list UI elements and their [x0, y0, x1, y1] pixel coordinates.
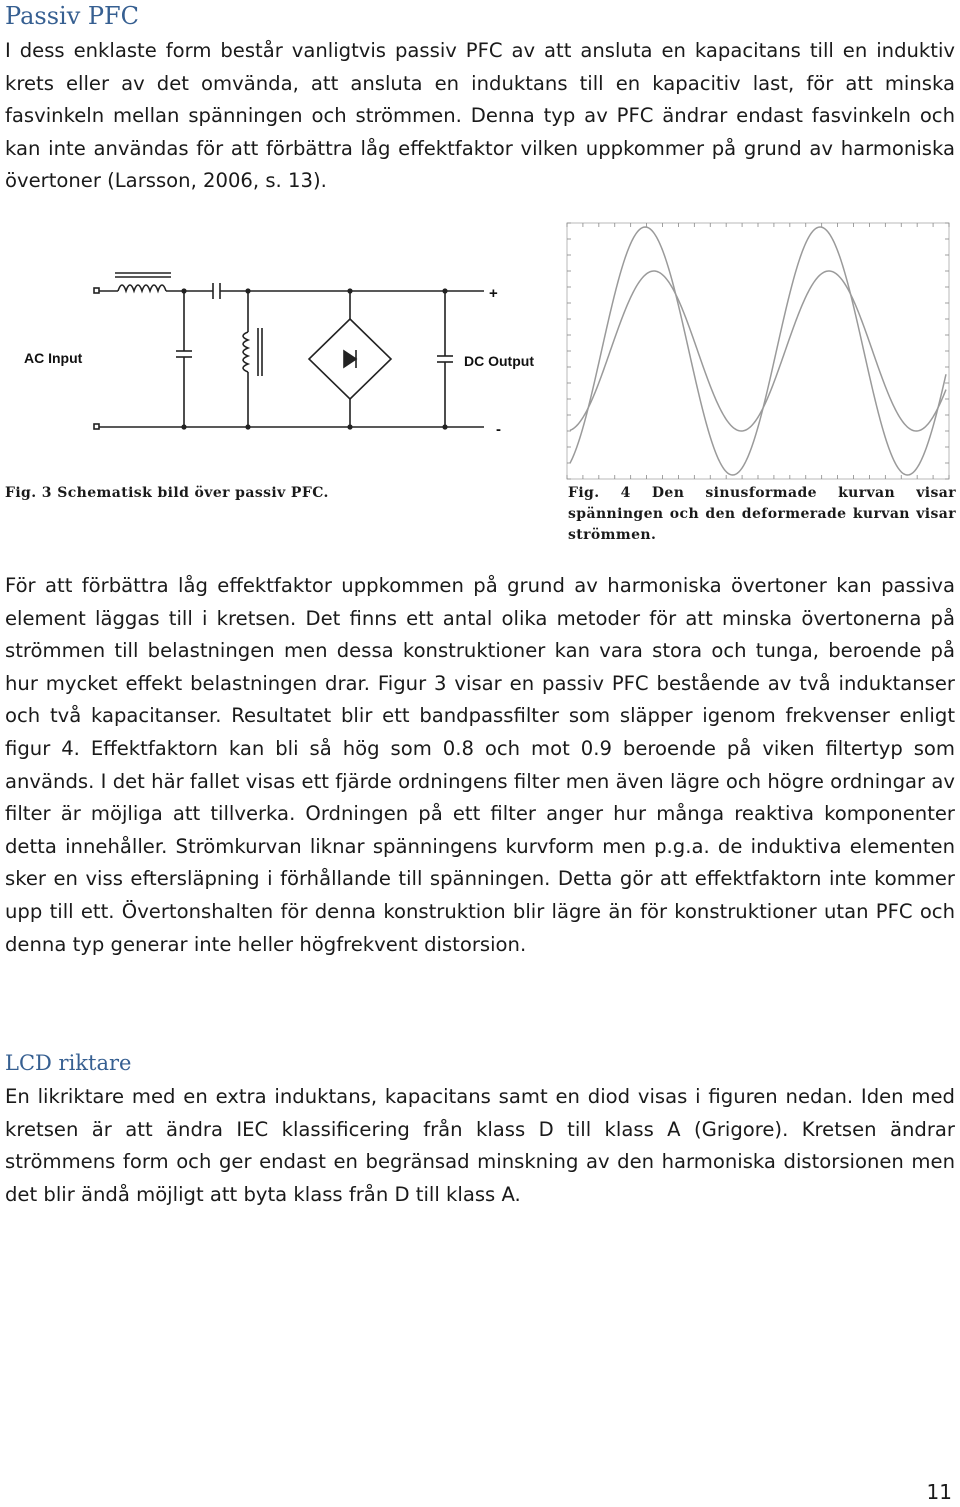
paragraph-passive-elements: För att förbättra låg effektfaktor uppkommen på grund av harmoniska övertoner kan passiva element läggas till i kretsen. Det finns ett antal olika metoder för att minska övertonerna på strömmen till belastningen men dessa konstruktioner kan vara stora och tunga, beroende på hur mycket effekt belastningen drar. Figur 3 visar en passiv PFC bestående av två induktanser och två kapacitanser. Resultatet blir ett bandpassfilter som släpper igenom frekvenser enligt figur 4. Effektfaktorn kan bli så hög som 0.8 och mot 0.9 beroende på viken filtertyp som används. I det här fallet visas ett fjärde ordningens filter men även lägre och högre ordningar av filter är möjliga att tillverka. Ordningen på ett filter anger hur många reaktiva komponenter detta innehåller. Strömkurvan liknar spänningens kurvform men p.g.a. de induktiva elementen sker en viss eftersläpning i förhållande till spänningen. Detta gör att effektfaktorn inte kommer upp till ett. Övertonshalten för denna konstruktion blir lägre än för konstruktioner utan PFC och denna typ generar inte heller högfrekvent distorsion.: [5, 574, 955, 956]
minus-label: -: [496, 421, 501, 438]
ac-input-terminal-bottom: [94, 424, 99, 429]
figure-3-caption: Fig. 3 Schematisk bild över passiv PFC.: [5, 485, 329, 501]
paragraph-lcd: En likriktare med en extra induktans, kapacitans samt en diod visas i figuren nedan. Iden med kretsen är att ändra IEC klassificering från klass D till klass A (Grigore). Kretsen ändrar strömmens form och ger endast en begränsad minskning av den harmoniska distorsionen men det blir ändå möjligt att byta klass från D till klass A.: [5, 1085, 955, 1206]
series-inductor: [118, 285, 166, 291]
ac-input-label: AC Input: [24, 350, 83, 366]
junction-dots: [181, 288, 447, 429]
figure-4-caption: Fig. 4 Den sinusformade kurvan visar spänningen och den deformerade kurvan visar strömmen.: [568, 485, 956, 543]
ac-input-terminal-top: [94, 288, 99, 293]
section-heading-lcd-riktare: LCD riktare: [5, 1051, 132, 1075]
plus-label: +: [489, 285, 498, 302]
shunt-inductor: [243, 332, 248, 372]
bridge-diode-symbol: [344, 351, 356, 367]
page-number: 11: [926, 1480, 952, 1504]
passive-pfc-schematic: [18, 262, 538, 442]
paragraph-intro: I dess enklaste form består vanligtvis passiv PFC av att ansluta en kapacitans till en induktiv krets eller av det omvända, att ansluta en induktans till en kapacitiv last, för att minska fasvinkeln mellan spänningen och strömmen. Denna typ av PFC ändrar endast fasvinkeln och kan inte användas för att förbättra låg effektfaktor vilken uppkommer på grund av harmoniska övertoner (Larsson, 2006, s. 13).: [5, 39, 955, 193]
dc-output-label: DC Output: [464, 353, 534, 369]
section-heading-passiv-pfc: Passiv PFC: [5, 2, 140, 30]
voltage-current-waveform: [566, 222, 950, 480]
